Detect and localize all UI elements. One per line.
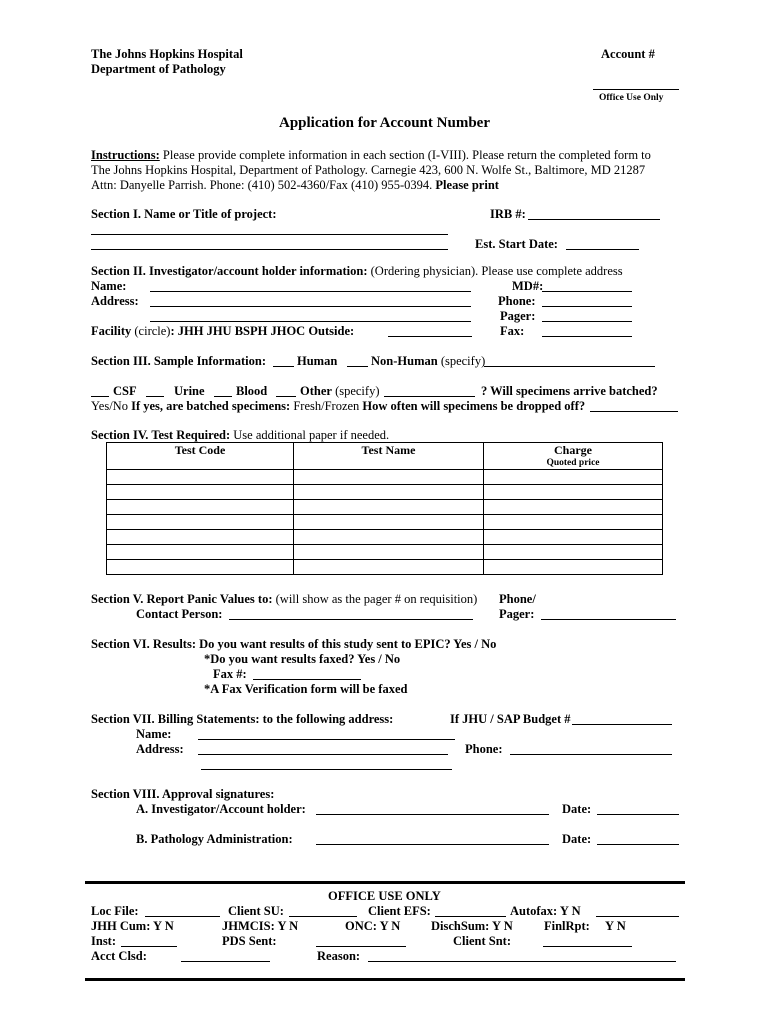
batched-row — [91, 399, 585, 414]
autofax-field[interactable] — [596, 916, 679, 917]
section7-label: Section VII. Billing Statements: to the following address: — [91, 712, 394, 726]
non-human-blank[interactable] — [347, 366, 368, 367]
pager-label: Pager: — [500, 309, 536, 323]
fresh-frozen-option[interactable]: Fresh/Frozen — [293, 399, 360, 413]
blood-label: Blood — [236, 384, 268, 398]
table-row[interactable] — [107, 560, 663, 575]
md-label: MD#: — [512, 279, 544, 293]
fax-number-field[interactable] — [253, 679, 361, 680]
other-specify-field[interactable] — [384, 396, 475, 397]
budget-field[interactable] — [572, 724, 672, 725]
billing-address-field-2[interactable] — [201, 769, 452, 770]
how-often-label: How often will specimens be dropped off? — [362, 399, 586, 413]
other-blank[interactable] — [276, 396, 296, 397]
urine-blank[interactable] — [146, 396, 164, 397]
irb-field[interactable] — [528, 219, 660, 220]
facility-options[interactable]: : JHH JHU BSPH JHOC Outside: — [170, 324, 355, 338]
inst-label: Inst: — [91, 934, 117, 948]
please-print: Please print — [435, 178, 499, 192]
instructions-label: Instructions: — [91, 148, 160, 162]
facility-circle-note: (circle) — [134, 324, 171, 338]
pathology-signature-field[interactable] — [316, 844, 549, 845]
csf-blank[interactable] — [91, 396, 109, 397]
client-efs-label: Client EFS: — [368, 904, 431, 918]
quoted-price-label: Quoted price — [546, 458, 600, 468]
pds-sent-label: PDS Sent: — [222, 934, 277, 948]
panic-pager-label: Pager: — [499, 607, 535, 621]
client-efs-field[interactable] — [435, 916, 506, 917]
human-label: Human — [297, 354, 338, 368]
hospital-name: The Johns Hopkins Hospital — [91, 47, 243, 61]
budget-label: If JHU / SAP Budget # — [450, 712, 571, 726]
table-row[interactable] — [107, 500, 663, 515]
other-label: Other — [300, 384, 332, 398]
instructions-line3 — [91, 178, 499, 193]
investigator-date-field[interactable] — [597, 814, 679, 815]
department-name: Department of Pathology — [91, 62, 226, 76]
fax-label: Fax: — [500, 324, 525, 338]
section2-label: Section II. Investigator/account holder information: — [91, 264, 368, 278]
project-title-field-1[interactable] — [91, 234, 448, 235]
human-blank[interactable] — [273, 366, 294, 367]
pds-sent-field[interactable] — [316, 946, 406, 947]
reason-field[interactable] — [368, 961, 676, 962]
loc-file-field[interactable] — [145, 916, 220, 917]
charge-header — [484, 443, 663, 470]
section1-label: Section I. Name or Title of project: — [91, 207, 277, 221]
autofax-label[interactable]: Autofax: Y N — [510, 904, 581, 918]
csf-label: CSF — [113, 384, 137, 398]
section2-heading — [91, 264, 623, 279]
investigator-address-field-1[interactable] — [150, 306, 471, 307]
start-date-field[interactable] — [566, 249, 639, 250]
test-code-header: Test Code — [107, 443, 294, 470]
section6-label: Section VI. Results: Do you want results of this study sent to EPIC? Yes / No — [91, 637, 497, 651]
table-row[interactable] — [107, 515, 663, 530]
instructions-line2: The Johns Hopkins Hospital, Department of Pathology. Carnegie 423, 600 N. Wolfe St., Baltimore, MD 21287 — [91, 163, 646, 177]
investigator-name-label: Name: — [91, 279, 127, 293]
pathology-signature-label: B. Pathology Administration: — [136, 832, 293, 846]
office-section-top-divider — [85, 881, 685, 884]
jhh-cum-label[interactable]: JHH Cum: Y N — [91, 919, 174, 933]
office-section-bottom-divider — [85, 978, 685, 981]
test-table — [106, 442, 663, 575]
charge-label: Charge — [554, 443, 592, 457]
section4-heading — [91, 428, 389, 443]
loc-file-label: Loc File: — [91, 904, 139, 918]
phone-label: Phone: — [498, 294, 536, 308]
section8-label: Section VIII. Approval signatures: — [91, 787, 275, 801]
account-number-label: Account # — [601, 47, 655, 61]
pathology-date-label: Date: — [562, 832, 592, 846]
section5-heading — [91, 592, 477, 607]
dischsum-label[interactable]: DischSum: Y N — [431, 919, 513, 933]
billing-address-label: Address: — [136, 742, 184, 756]
instructions-contact: Attn: Danyelle Parrish. Phone: (410) 502-4360/Fax (410) 955-0394. — [91, 178, 433, 192]
finlrpt-yes-no[interactable]: Y N — [605, 919, 626, 933]
office-use-label: Office Use Only — [599, 93, 664, 103]
contact-person-label: Contact Person: — [136, 607, 223, 621]
billing-name-label: Name: — [136, 727, 172, 741]
phone-field[interactable] — [542, 306, 632, 307]
batched-question: ? Will specimens arrive batched? — [481, 384, 658, 398]
md-field[interactable] — [542, 291, 632, 292]
blood-blank[interactable] — [214, 396, 232, 397]
non-human-label: Non-Human — [371, 354, 438, 368]
results-faxed-question: *Do you want results faxed? Yes / No — [204, 652, 401, 666]
panic-pager-field[interactable] — [541, 619, 676, 620]
contact-person-field[interactable] — [229, 619, 473, 620]
billing-phone-label: Phone: — [465, 742, 503, 756]
billing-name-field[interactable] — [198, 739, 455, 740]
billing-phone-field[interactable] — [510, 754, 672, 755]
client-snt-label: Client Snt: — [453, 934, 511, 948]
other-specify: (specify) — [335, 384, 380, 398]
section5-label: Section V. Report Panic Values to: — [91, 592, 273, 606]
non-human-specify: (specify) — [440, 354, 486, 368]
pager-field[interactable] — [542, 321, 632, 322]
investigator-address-field-2[interactable] — [150, 321, 471, 322]
investigator-name-field[interactable] — [150, 291, 471, 292]
account-number-field[interactable] — [593, 89, 679, 90]
irb-label: IRB #: — [490, 207, 526, 221]
client-su-field[interactable] — [289, 916, 357, 917]
client-snt-field[interactable] — [543, 946, 632, 947]
section5-note: (will show as the pager # on requisition) — [275, 592, 478, 606]
reason-label: Reason: — [317, 949, 361, 963]
table-row[interactable] — [107, 545, 663, 560]
facility-row — [91, 324, 354, 339]
finlrpt-label: FinlRpt: — [544, 919, 590, 933]
test-name-header: Test Name — [294, 443, 484, 470]
project-title-field-2[interactable] — [91, 249, 448, 250]
jhmcis-label[interactable]: JHMCIS: Y N — [222, 919, 299, 933]
urine-label: Urine — [174, 384, 205, 398]
facility-outside-field[interactable] — [388, 336, 472, 337]
fax-verification-note: *A Fax Verification form will be faxed — [204, 682, 408, 696]
drop-off-frequency-field[interactable] — [590, 411, 678, 412]
table-row[interactable] — [107, 485, 663, 500]
fax-number-label: Fax #: — [213, 667, 247, 681]
batched-yes-no[interactable]: Yes/No — [91, 399, 128, 413]
investigator-address-label: Address: — [91, 294, 139, 308]
billing-address-field-1[interactable] — [198, 754, 448, 755]
onc-label[interactable]: ONC: Y N — [345, 919, 401, 933]
start-date-label: Est. Start Date: — [475, 237, 558, 251]
pathology-date-field[interactable] — [597, 844, 679, 845]
non-human-specify-field[interactable] — [484, 366, 655, 367]
table-row[interactable] — [107, 470, 663, 485]
client-su-label: Client SU: — [228, 904, 284, 918]
batched-if-label: If yes, are batched specimens: — [131, 399, 291, 413]
investigator-signature-field[interactable] — [316, 814, 549, 815]
section3-label: Section III. Sample Information: — [91, 354, 267, 368]
instructions-line1 — [91, 148, 651, 163]
instructions-text: Please provide complete information in each section (I-VIII). Please return the completed form to — [162, 148, 651, 162]
acct-clsd-field[interactable] — [181, 961, 270, 962]
acct-clsd-label: Acct Clsd: — [91, 949, 147, 963]
facility-label: Facility — [91, 324, 132, 338]
section4-label: Section IV. Test Required: — [91, 428, 231, 442]
investigator-signature-label: A. Investigator/Account holder: — [136, 802, 306, 816]
page-title: Application for Account Number — [279, 115, 490, 131]
office-use-title: OFFICE USE ONLY — [328, 889, 441, 903]
other-row — [300, 384, 379, 399]
panic-phone-label: Phone/ — [499, 592, 536, 606]
non-human-row — [371, 354, 485, 369]
table-row[interactable] — [107, 530, 663, 545]
section2-note: (Ordering physician). Please use complete address — [370, 264, 623, 278]
inst-field[interactable] — [121, 946, 177, 947]
fax-field[interactable] — [542, 336, 632, 337]
section4-note: Use additional paper if needed. — [233, 428, 390, 442]
investigator-date-label: Date: — [562, 802, 592, 816]
